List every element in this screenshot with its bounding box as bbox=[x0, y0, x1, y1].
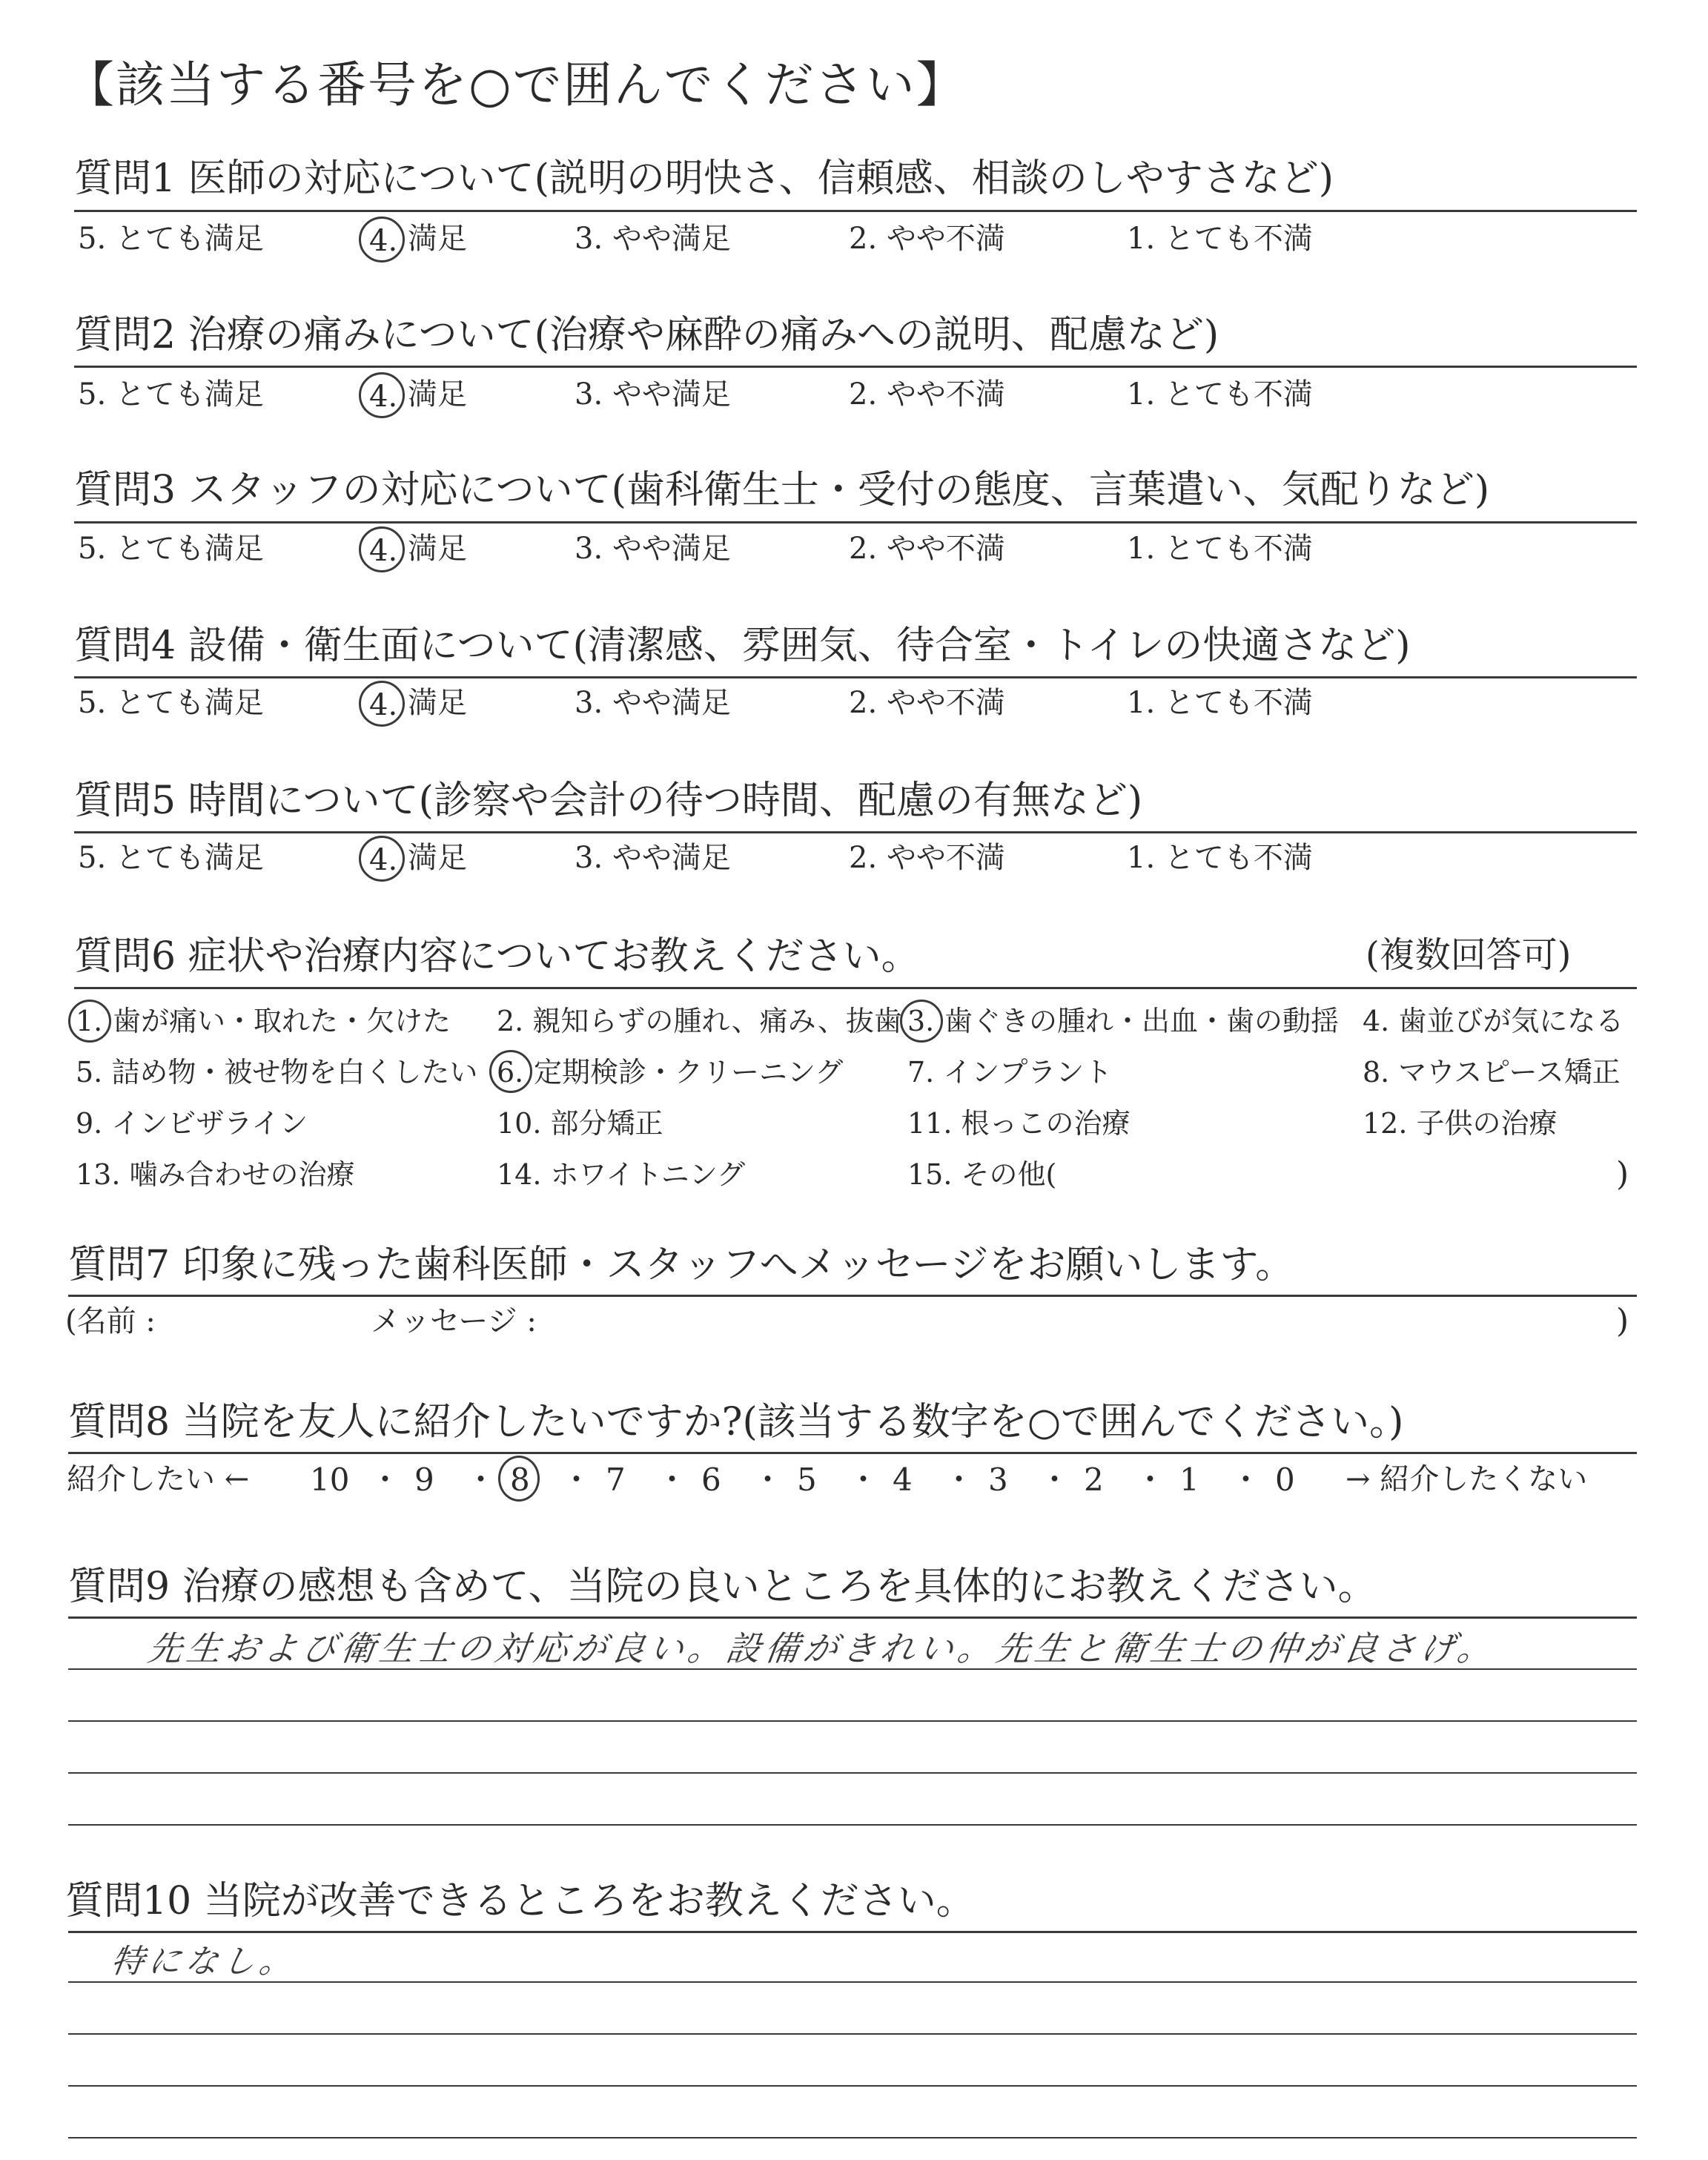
q8-selected-circle bbox=[498, 1456, 540, 1502]
q3-rule bbox=[74, 521, 1637, 524]
q8-scale-separator: ・ bbox=[465, 1462, 497, 1498]
q9-answer-line-4 bbox=[68, 1824, 1637, 1826]
q8-score-4[interactable]: 4 bbox=[893, 1462, 913, 1498]
q6-choice-8[interactable]: 8. マウスピース矯正 bbox=[1363, 1056, 1621, 1089]
q4-rule bbox=[74, 676, 1637, 678]
q4-option-1[interactable]: 1. とても不満 bbox=[1127, 686, 1313, 720]
q6-choice-4[interactable]: 4. 歯並びが気になる bbox=[1363, 1005, 1624, 1037]
q7-rule bbox=[68, 1295, 1637, 1297]
q4-option-2[interactable]: 2. やや不満 bbox=[849, 686, 1005, 720]
q10-title: 質問10 当院が改善できるところをお教えください。 bbox=[65, 1879, 975, 1923]
q8-score-3[interactable]: 3 bbox=[988, 1462, 1008, 1498]
q5-option-3[interactable]: 3. やや満足 bbox=[575, 841, 731, 875]
q9-handwritten-answer: 先生および衛生士の対応が良い。設備がきれい。先生と衛生士の仲が良さげ。 bbox=[145, 1628, 1499, 1668]
q5-option-4-label[interactable]: 満足 bbox=[408, 841, 467, 875]
q3-option-2[interactable]: 2. やや不満 bbox=[849, 532, 1005, 566]
q8-score-7[interactable]: 7 bbox=[606, 1462, 626, 1498]
q2-selected-circle bbox=[359, 372, 405, 418]
q2-option-1[interactable]: 1. とても不満 bbox=[1127, 377, 1313, 412]
q1-rule bbox=[74, 210, 1637, 212]
q8-score-8[interactable]: 8 bbox=[510, 1462, 530, 1498]
q8-scale-separator: ・ bbox=[560, 1462, 592, 1498]
q5-option-4-number[interactable]: 4. bbox=[369, 843, 398, 877]
q8-left-label: 紹介したい ← bbox=[67, 1462, 250, 1496]
q6-choice-14[interactable]: 14. ホワイトニング bbox=[497, 1158, 746, 1191]
q8-scale-separator: ・ bbox=[752, 1462, 784, 1498]
q6-title: 質問6 症状や治療内容についてお教えください。 bbox=[74, 934, 920, 979]
q7-message-label: メッセージ : bbox=[371, 1304, 537, 1338]
q3-option-3[interactable]: 3. やや満足 bbox=[575, 532, 731, 566]
q2-rule bbox=[74, 366, 1637, 368]
q5-rule bbox=[74, 831, 1637, 833]
q9-title: 質問9 治療の感想も含めて、当院の良いところを具体的にお教えください。 bbox=[68, 1565, 1377, 1609]
q6-choice-7[interactable]: 7. インプラント bbox=[907, 1056, 1113, 1089]
q3-option-4-label[interactable]: 満足 bbox=[408, 532, 467, 566]
q8-score-5[interactable]: 5 bbox=[797, 1462, 817, 1498]
q6-choice-6-number[interactable]: 6. bbox=[497, 1056, 524, 1089]
q1-option-2[interactable]: 2. やや不満 bbox=[849, 222, 1005, 256]
q7-name-label: (名前 : bbox=[65, 1304, 156, 1338]
q3-option-5[interactable]: 5. とても満足 bbox=[78, 532, 264, 566]
q7-close-paren: ) bbox=[1616, 1302, 1629, 1340]
q8-right-label: → 紹介したくない bbox=[1345, 1462, 1588, 1496]
q8-score-10[interactable]: 10 bbox=[310, 1462, 350, 1498]
q5-option-1[interactable]: 1. とても不満 bbox=[1127, 841, 1313, 875]
q8-scale-separator: ・ bbox=[1230, 1462, 1262, 1498]
q6-choice-11[interactable]: 11. 根っこの治療 bbox=[907, 1107, 1131, 1140]
q4-option-3[interactable]: 3. やや満足 bbox=[575, 686, 731, 720]
q8-score-9[interactable]: 9 bbox=[414, 1462, 434, 1498]
q3-selected-circle bbox=[359, 526, 405, 572]
q5-selected-circle bbox=[359, 836, 405, 882]
q9-answer-line-3 bbox=[68, 1772, 1637, 1774]
q6-choice-3-number[interactable]: 3. bbox=[907, 1005, 935, 1037]
q10-answer-line-3 bbox=[68, 2085, 1637, 2087]
q9-rule-top bbox=[68, 1616, 1637, 1619]
q2-option-2[interactable]: 2. やや不満 bbox=[849, 377, 1005, 412]
q10-answer-line-1 bbox=[68, 1981, 1637, 1983]
q1-option-4-label[interactable]: 満足 bbox=[408, 222, 467, 256]
q6-rule bbox=[74, 987, 1637, 989]
q8-score-0[interactable]: 0 bbox=[1275, 1462, 1295, 1498]
q7-title: 質問7 印象に残った歯科医師・スタッフへメッセージをお願いします。 bbox=[68, 1243, 1294, 1287]
q6-choice-12[interactable]: 12. 子供の治療 bbox=[1363, 1107, 1558, 1140]
q10-rule-top bbox=[68, 1931, 1637, 1933]
q4-title: 質問4 設備・衛生面について(清潔感、雰囲気、待合室・トイレの快適さなど) bbox=[74, 624, 1411, 668]
q4-selected-circle bbox=[359, 681, 405, 727]
q9-answer-line-1 bbox=[68, 1668, 1637, 1670]
q6-choice-1-label[interactable]: 歯が痛い・取れた・欠けた bbox=[113, 1005, 451, 1037]
q1-selected-circle bbox=[359, 217, 405, 262]
q6-choice-13[interactable]: 13. 噛み合わせの治療 bbox=[76, 1158, 355, 1191]
q6-choice-6-label[interactable]: 定期検診・クリーニング bbox=[534, 1056, 844, 1089]
q6-choice-1-number[interactable]: 1. bbox=[76, 1005, 103, 1037]
q1-option-3[interactable]: 3. やや満足 bbox=[575, 222, 731, 256]
q5-title: 質問5 時間について(診察や会計の待つ時間、配慮の有無など) bbox=[74, 779, 1143, 823]
q6-choice-10[interactable]: 10. 部分矯正 bbox=[497, 1107, 663, 1140]
q2-title: 質問2 治療の痛みについて(治療や麻酔の痛みへの説明、配慮など) bbox=[74, 313, 1219, 357]
q6-choice-9[interactable]: 9. インビザライン bbox=[76, 1107, 308, 1140]
q6-choice-3-label[interactable]: 歯ぐきの腫れ・出血・歯の動揺 bbox=[944, 1005, 1340, 1037]
q4-option-5[interactable]: 5. とても満足 bbox=[78, 686, 264, 720]
q8-score-1[interactable]: 1 bbox=[1179, 1462, 1199, 1498]
q10-answer-line-2 bbox=[68, 2033, 1637, 2035]
q2-option-5[interactable]: 5. とても満足 bbox=[78, 377, 264, 412]
q8-scale-separator: ・ bbox=[1134, 1462, 1166, 1498]
q8-scale-separator: ・ bbox=[1039, 1462, 1070, 1498]
q9-answer-line-2 bbox=[68, 1720, 1637, 1722]
q8-score-6[interactable]: 6 bbox=[701, 1462, 721, 1498]
q5-option-2[interactable]: 2. やや不満 bbox=[849, 841, 1005, 875]
q8-scale-separator: ・ bbox=[847, 1462, 879, 1498]
q6-note: (複数回答可) bbox=[1366, 934, 1572, 976]
q3-title: 質問3 スタッフの対応について(歯科衛生士・受付の態度、言葉遣い、気配りなど) bbox=[74, 468, 1490, 512]
q2-option-3[interactable]: 3. やや満足 bbox=[575, 377, 731, 412]
q6-choice-15-close: ) bbox=[1616, 1155, 1629, 1193]
q10-answer-line-4 bbox=[68, 2137, 1637, 2138]
q6-choice-2[interactable]: 2. 親知らずの腫れ、痛み、抜歯 bbox=[497, 1005, 902, 1037]
q5-option-5[interactable]: 5. とても満足 bbox=[78, 841, 264, 875]
q8-score-2[interactable]: 2 bbox=[1084, 1462, 1104, 1498]
q8-rule bbox=[68, 1452, 1637, 1454]
q6-choice-15[interactable]: 15. その他( bbox=[907, 1158, 1057, 1191]
q4-option-4-number[interactable]: 4. bbox=[369, 688, 398, 722]
form-header-title: 【該当する番号を○で囲んでください】 bbox=[65, 56, 967, 113]
q6-choice-5[interactable]: 5. 詰め物・被せ物を白くしたい bbox=[76, 1056, 478, 1089]
q10-handwritten-answer: 特になし。 bbox=[108, 1943, 299, 1981]
q8-scale-separator: ・ bbox=[943, 1462, 975, 1498]
q1-option-4-number[interactable]: 4. bbox=[369, 224, 398, 258]
q3-option-4-number[interactable]: 4. bbox=[369, 534, 398, 568]
q8-title: 質問8 当院を友人に紹介したいですか?(該当する数字を○で囲んでください。) bbox=[68, 1400, 1404, 1444]
q3-option-1[interactable]: 1. とても不満 bbox=[1127, 532, 1313, 566]
q1-title: 質問1 医師の対応について(説明の明快さ、信頼感、相談のしやすさなど) bbox=[74, 156, 1334, 201]
q8-scale-separator: ・ bbox=[656, 1462, 688, 1498]
q1-option-1[interactable]: 1. とても不満 bbox=[1127, 222, 1313, 256]
q4-option-4-label[interactable]: 満足 bbox=[408, 686, 467, 720]
q2-option-4-label[interactable]: 満足 bbox=[408, 377, 467, 412]
q8-scale-separator: ・ bbox=[369, 1462, 401, 1498]
q2-option-4-number[interactable]: 4. bbox=[369, 380, 398, 414]
q1-option-5[interactable]: 5. とても満足 bbox=[78, 222, 264, 256]
